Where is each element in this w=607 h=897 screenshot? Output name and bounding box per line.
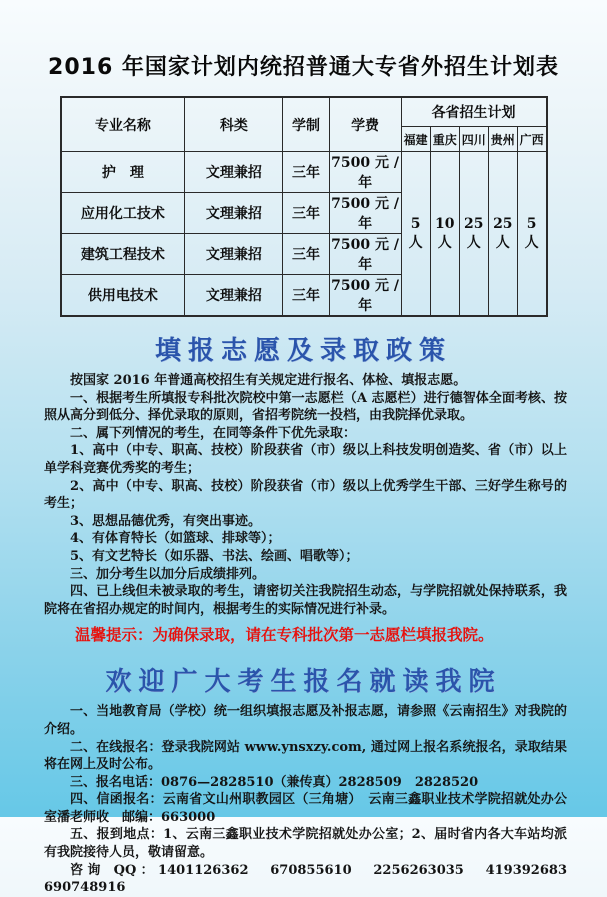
qq-contact-line: 咨询 QQ：1401126362 670855610 2256263035 419392683 690748916 <box>44 862 581 896</box>
warm-tip: 温馨提示：为确保录取，请在专科批次第一志愿栏填报我院。 <box>75 625 494 645</box>
policy-paragraph: 四、已上线但未被录取的考生，请密切关注我院招生动态，与学院招就处保持联系，我院将在省招办规定的时间内，根据考生的实际情况进行补录。 <box>44 584 567 617</box>
cell-count-chongqing: 10 人 <box>430 152 459 317</box>
welcome-paragraph: 四、信函报名：云南省文山州职教园区（三角塘） 云南三鑫职业技术学院招就处办公室潘老师收 邮编：663000 <box>44 792 567 825</box>
welcome-paragraph: 三、报名电话：0876—2828510（兼传真）2828509 2828520 <box>70 774 479 790</box>
cell-count-fujian: 5 人 <box>401 152 430 317</box>
cell-tuition: 7500 元 / 年 <box>329 234 401 275</box>
table-header-row-1 <box>61 97 547 127</box>
col-header-province-guizhou: 贵州 <box>488 127 517 152</box>
policy-paragraph: 1、高中（中专、职高、技校）阶段获省（市）级以上科技发明创造奖、省（市）以上单学科竞赛优秀奖的考生； <box>44 443 567 476</box>
col-header-province-sichuan: 四川 <box>459 127 488 152</box>
col-header-tuition: 学费 <box>329 97 401 152</box>
welcome-paragraph: 五、报到地点：1、云南三鑫职业技术学院招就处办公室；2、届时省内各大车站均派有我院接待人员，敬请留意。 <box>44 827 567 861</box>
cell-category: 文理兼招 <box>185 234 283 275</box>
page-title: 2016 年国家计划内统招普通大专省外招生计划表 <box>48 55 559 80</box>
table-row <box>61 152 547 193</box>
welcome-paragraph: 二、在线报名：登录我院网站 www.ynsxzy.com, 通过网上报名系统报名，录取结果将在网上及时公布。 <box>44 739 567 773</box>
policy-paragraph: 4、有体育特长（如篮球、排球等）； <box>70 531 281 547</box>
policy-content <box>0 367 607 645</box>
cell-category: 文理兼招 <box>185 193 283 234</box>
col-header-category: 科类 <box>185 97 283 152</box>
cell-major: 供用电技术 <box>61 275 185 317</box>
cell-duration: 三年 <box>283 234 329 275</box>
policy-paragraph: 2、高中（中专、职高、技校）阶段获省（市）级以上优秀学生干部、三好学生称号的考生； <box>44 478 567 512</box>
welcome-content <box>0 698 607 897</box>
cell-tuition: 7500 元 / 年 <box>329 152 401 193</box>
welcome-paragraph: 一、当地教育局（学校）统一组织填报志愿及补报志愿，请参照《云南招生》对我院的介绍。 <box>44 704 567 737</box>
col-header-duration: 学制 <box>283 97 329 152</box>
cell-count-sichuan: 25 人 <box>459 152 488 317</box>
col-header-major: 专业名称 <box>61 97 185 152</box>
policy-paragraph: 三、加分考生以加分后成绩排列。 <box>70 566 266 582</box>
cell-count-guangxi: 5 人 <box>517 152 546 317</box>
section-heading-welcome: 欢迎广大考生报名就读我院 <box>105 667 502 698</box>
col-header-province-guangxi: 广西 <box>517 127 546 152</box>
cell-duration: 三年 <box>283 152 329 193</box>
cell-duration: 三年 <box>283 275 329 317</box>
cell-count-guizhou: 25 人 <box>488 152 517 317</box>
cell-tuition: 7500 元 / 年 <box>329 193 401 234</box>
cell-major: 建筑工程技术 <box>61 234 185 275</box>
col-header-province-fujian: 福建 <box>401 127 430 152</box>
policy-paragraph: 按国家 2016 年普通高校招生有关规定进行报名、体检、填报志愿。 <box>70 373 467 388</box>
policy-paragraph: 5、有文艺特长（如乐器、书法、绘画、唱歌等）； <box>70 548 359 564</box>
cell-category: 文理兼招 <box>185 275 283 317</box>
admission-plan-table <box>60 96 548 317</box>
col-header-provinces-group: 各省招生计划 <box>401 97 546 127</box>
cell-tuition: 7500 元 / 年 <box>329 275 401 317</box>
policy-paragraph: 二、属下列情况的考生，在同等条件下优先录取： <box>70 425 357 441</box>
col-header-province-chongqing: 重庆 <box>430 127 459 152</box>
policy-paragraph: 3、思想品德优秀，有突出事迹。 <box>70 513 262 529</box>
cell-major: 应用化工技术 <box>61 193 185 234</box>
cell-major: 护 理 <box>61 152 185 193</box>
cell-duration: 三年 <box>283 193 329 234</box>
policy-paragraph: 一、根据考生所填报专科批次院校中第一志愿栏（A 志愿栏）进行德智体全面考核、按照从高分到低分、择优录取的原则，省招考院统一投档，由我院择优录取。 <box>44 390 567 424</box>
section-heading-policy: 填报志愿及录取政策 <box>154 336 452 366</box>
cell-category: 文理兼招 <box>185 152 283 193</box>
